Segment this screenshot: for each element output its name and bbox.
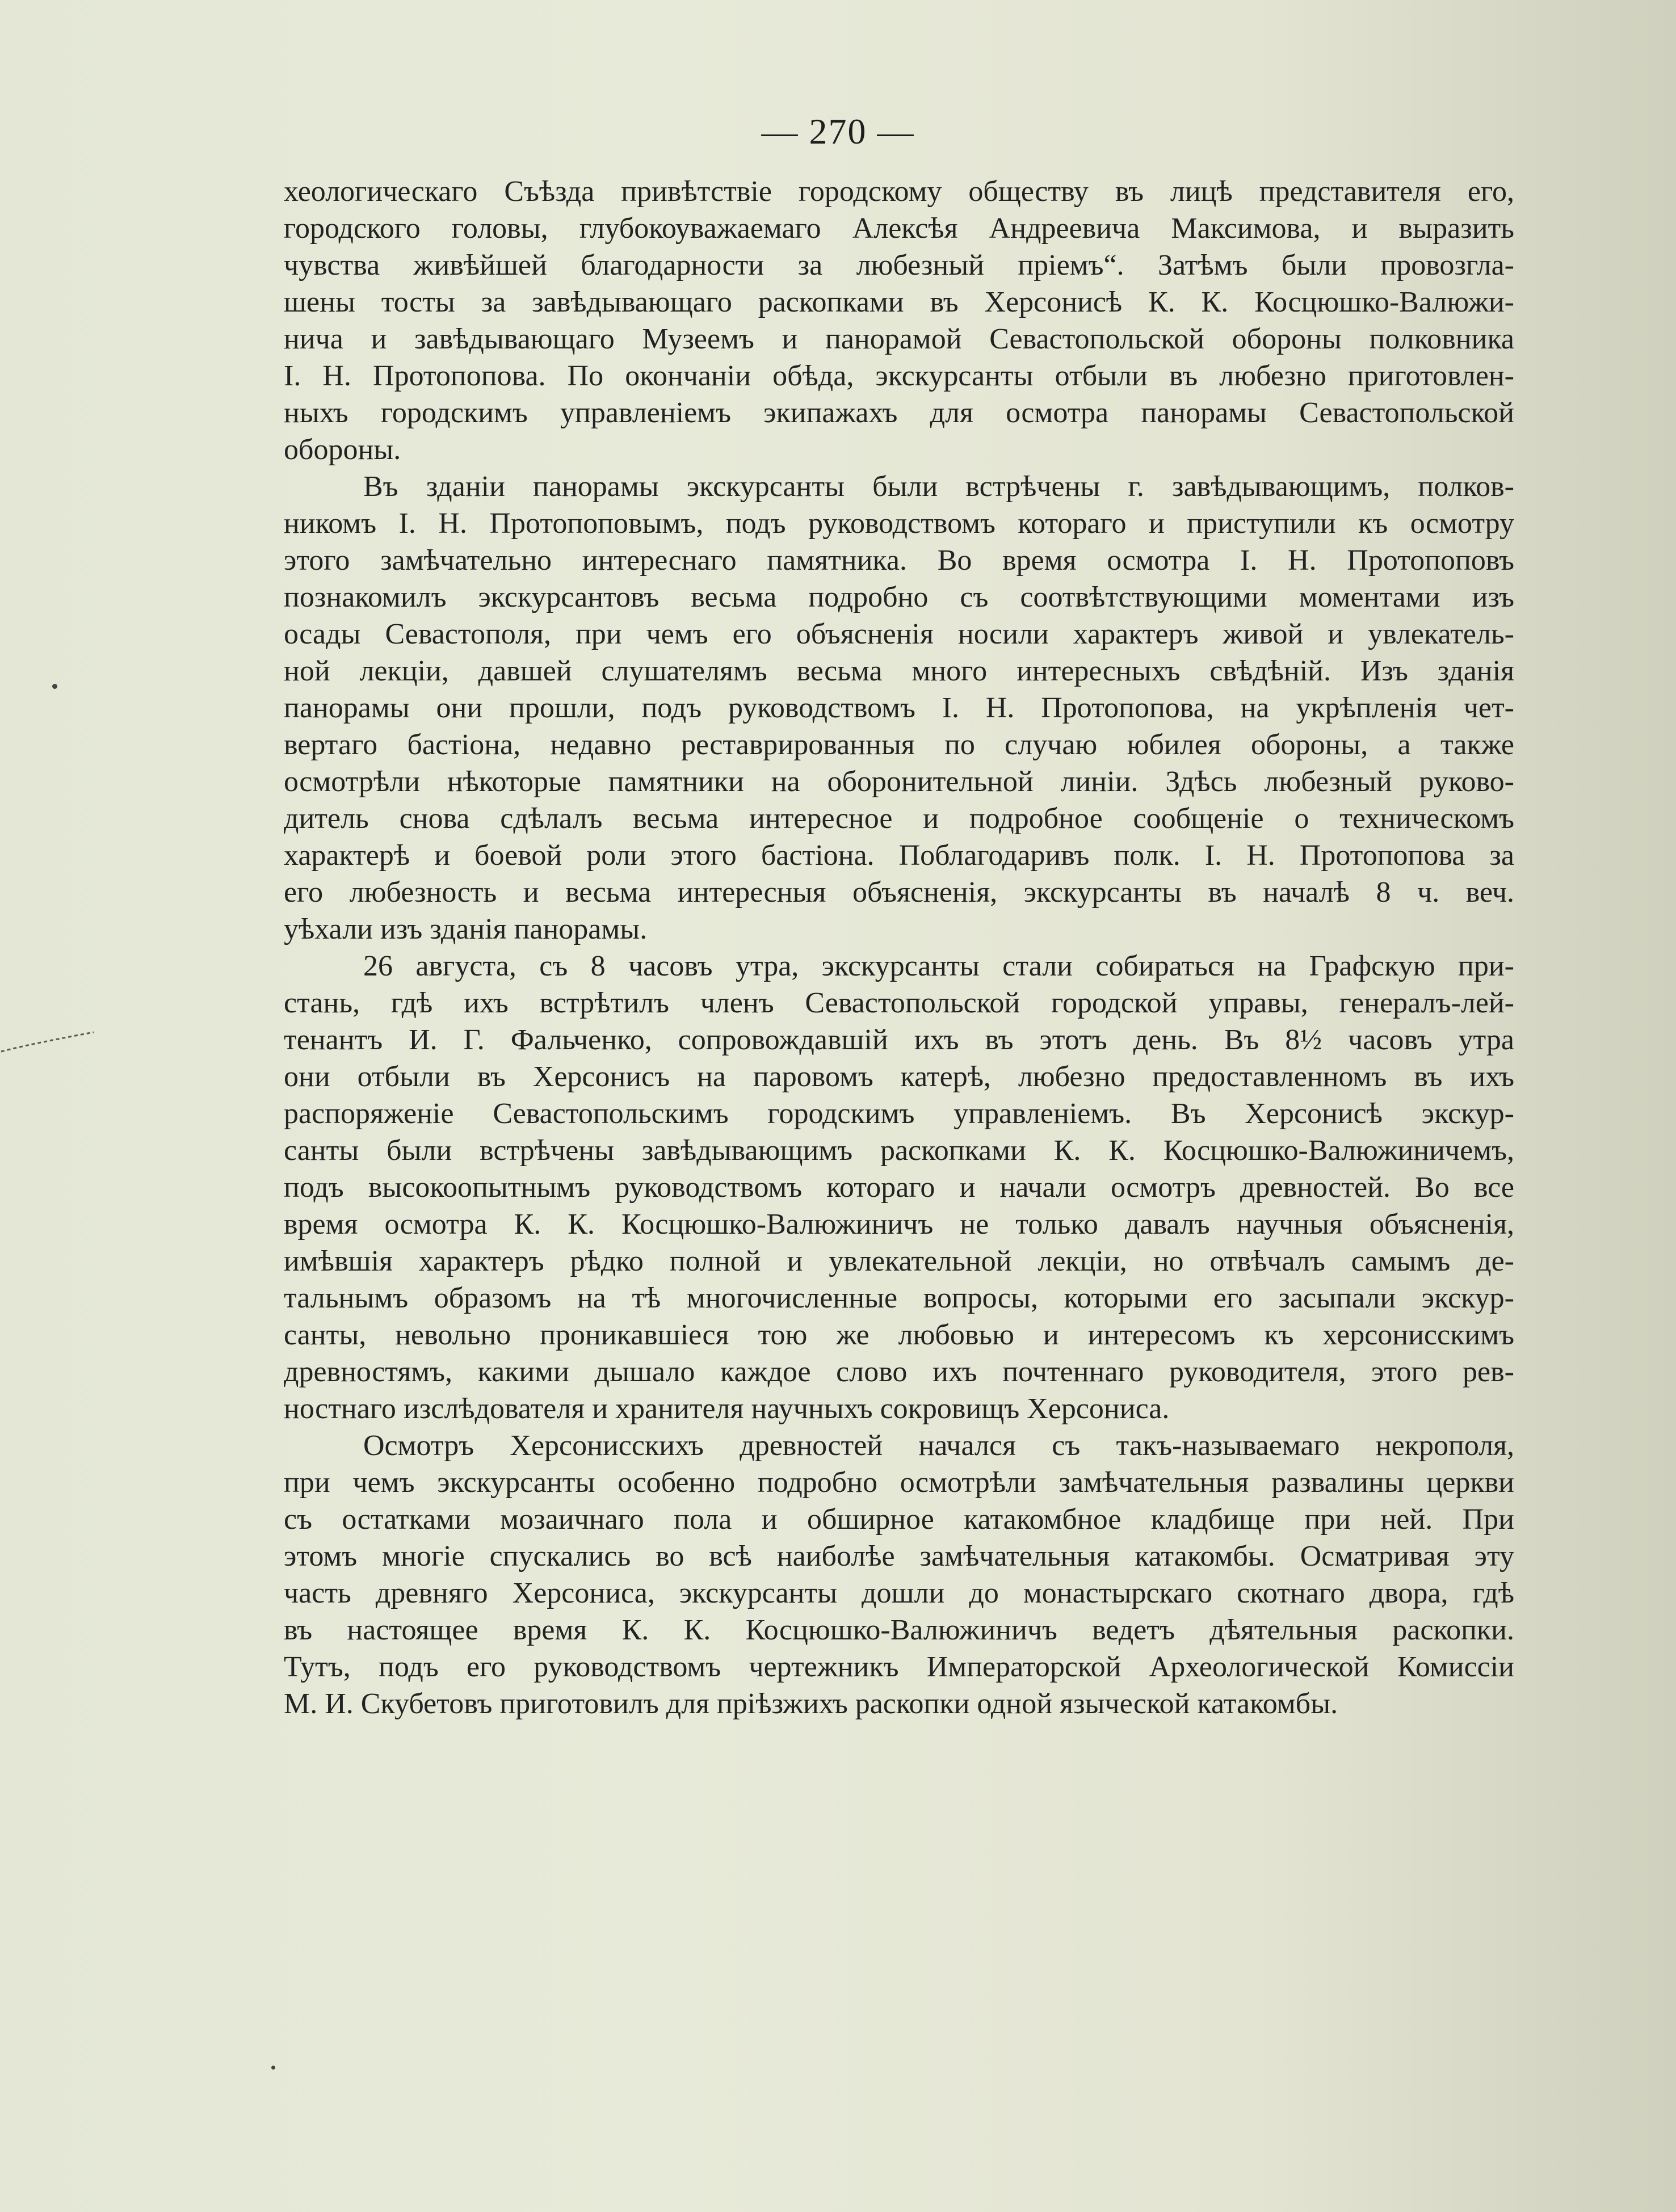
text-line: имѣвшія характеръ рѣдко полной и увлекательной лекціи, но отвѣчалъ самымъ де-: [284, 1245, 1514, 1277]
text-line: городского головы, глубокоуважаемаго Алексѣя Андреевича Максимова, и выразить: [284, 212, 1514, 245]
text-line: тенантъ И. Г. Фальченко, сопровождавшій ихъ въ этотъ день. Въ 8½ часовъ утра: [284, 1024, 1514, 1056]
text-line: осмотрѣли нѣкоторые памятники на оборонительной линіи. Здѣсь любезный руково-: [284, 766, 1514, 798]
text-line: этомъ многіе спускались во всѣ наиболѣе замѣчательныя катакомбы. Осматривая эту: [284, 1540, 1514, 1572]
text-line: ныхъ городскимъ управленіемъ экипажахъ для осмотра панорамы Севастопольской: [284, 397, 1514, 429]
text-line: въ настоящее время К. К. Косцюшко-Валюжиничъ ведетъ дѣятельныя раскопки.: [284, 1614, 1514, 1646]
text-line: съ остатками мозаичнаго пола и обширное катакомбное кладбище при ней. При: [284, 1503, 1514, 1536]
paragraph: [284, 948, 1514, 1427]
text-line: вертаго бастіона, недавно реставрированныя по случаю юбилея обороны, а также: [284, 729, 1514, 761]
text-line: стань, гдѣ ихъ встрѣтилъ членъ Севастопольской городской управы, генералъ-лей-: [284, 987, 1514, 1019]
text-line: этого замѣчательно интереснаго памятника. Во время осмотра І. Н. Протопоповъ: [284, 544, 1514, 577]
text-line: часть древняго Херсониса, экскурсанты дошли до монастырскаго скотнаго двора, гдѣ: [284, 1577, 1514, 1609]
text-line: шены тосты за завѣдывающаго раскопками въ Херсонисѣ К. К. Косцюшко-Валюжи-: [284, 286, 1514, 318]
text-line: І. Н. Протопопова. По окончаніи обѣда, экскурсанты отбыли въ любезно приготовлен-: [284, 360, 1514, 392]
text-line: распоряженіе Севастопольскимъ городскимъ управленіемъ. Въ Херсонисѣ экскур-: [284, 1097, 1514, 1130]
text-line: древностямъ, какими дышало каждое слово ихъ почтеннаго руководителя, этого рев-: [284, 1356, 1514, 1388]
text-line: нича и завѣдывающаго Музеемъ и панорамой Севастопольской обороны полковника: [284, 323, 1514, 355]
text-line: 26 августа, съ 8 часовъ утра, экскурсанты стали собираться на Графскую при-: [363, 950, 1514, 982]
text-line: время осмотра К. К. Косцюшко-Валюжиничъ не только давалъ научныя объясненія,: [284, 1208, 1514, 1240]
text-line: тальнымъ образомъ на тѣ многочисленные вопросы, которыми его засыпали экскур-: [284, 1282, 1514, 1314]
text-line: подъ высокоопытнымъ руководствомъ котораго и начали осмотръ древностей. Во все: [284, 1171, 1514, 1204]
text-line: М. И. Скубетовъ приготовилъ для пріѣзжихъ раскопки одной языческой катакомбы.: [284, 1688, 1338, 1720]
margin-pencil-mark: [0, 1030, 96, 1053]
page-number: — 270 —: [761, 111, 915, 152]
speck-mark: [52, 684, 57, 689]
text-line: санты были встрѣчены завѣдывающимъ раскопками К. К. Косцюшко-Валюжиничемъ,: [284, 1134, 1514, 1167]
text-line: характерѣ и боевой роли этого бастіона. Поблагодаривъ полк. І. Н. Протопопова за: [284, 839, 1514, 872]
text-line: Осмотръ Херсонисскихъ древностей начался съ такъ-называемаго некрополя,: [363, 1429, 1514, 1462]
text-line: Тутъ, подъ его руководствомъ чертежникъ Императорской Археологической Комиссіи: [284, 1651, 1514, 1683]
text-line: обороны.: [284, 434, 401, 466]
speck-mark: [271, 2066, 275, 2070]
text-line: Въ зданіи панорамы экскурсанты были встрѣчены г. завѣдывающимъ, полков-: [363, 470, 1514, 503]
text-line: при чемъ экскурсанты особенно подробно осмотрѣли замѣчательныя развалины церкви: [284, 1466, 1514, 1499]
text-line: дитель снова сдѣлалъ весьма интересное и подробное сообщеніе о техническомъ: [284, 802, 1514, 835]
text-line: чувства живѣйшей благодарности за любезный пріемъ“. Затѣмъ были провозгла-: [284, 249, 1514, 281]
text-line: ной лекціи, давшей слушателямъ весьма много интересныхъ свѣдѣній. Изъ зданія: [284, 655, 1514, 687]
text-line: панорамы они прошли, подъ руководствомъ І. Н. Протопопова, на укрѣпленія чет-: [284, 692, 1514, 724]
text-line: санты, невольно проникавшіеся тою же любовью и интересомъ къ херсонисскимъ: [284, 1319, 1514, 1351]
text-line: осады Севастополя, при чемъ его объясненія носили характеръ живой и увлекатель-: [284, 618, 1514, 650]
text-line: его любезность и весьма интересныя объясненія, экскурсанты въ началѣ 8 ч. веч.: [284, 876, 1514, 909]
text-line: познакомилъ экскурсантовъ весьма подробно съ соотвѣтствующими моментами изъ: [284, 581, 1514, 613]
text-line: ностнаго изслѣдователя и хранителя научныхъ сокровищъ Херсониса.: [284, 1393, 1170, 1425]
text-line: уѣхали изъ зданія панорамы.: [284, 913, 648, 945]
paragraph: [284, 173, 1514, 468]
paragraph: [284, 1427, 1514, 1722]
text-line: они отбыли въ Херсонисъ на паровомъ катерѣ, любезно предоставленномъ въ ихъ: [284, 1061, 1514, 1093]
text-line: никомъ І. Н. Протопоповымъ, подъ руководствомъ котораго и приступили къ осмотру: [284, 507, 1514, 540]
text-line: хеологическаго Съѣзда привѣтствіе городскому обществу въ лицѣ представителя его,: [284, 175, 1514, 208]
body-text: [284, 173, 1514, 1722]
paragraph: [284, 468, 1514, 948]
